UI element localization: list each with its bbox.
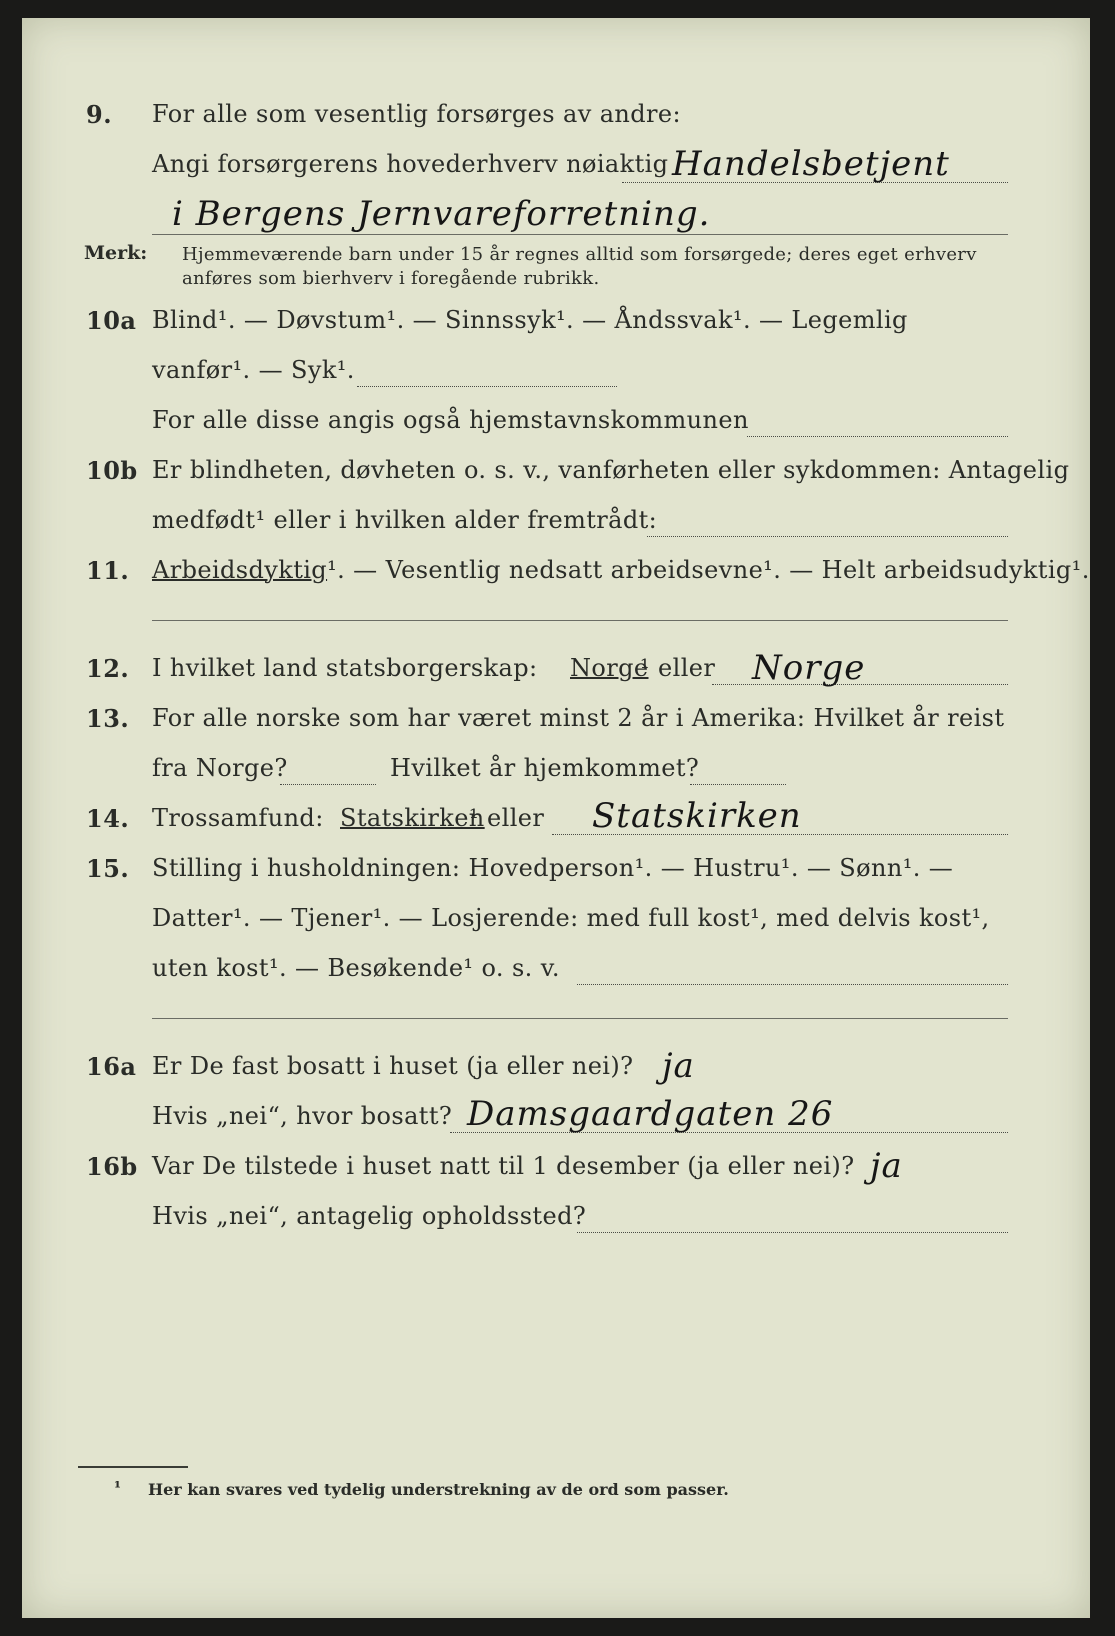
q15-row-4 bbox=[22, 994, 1090, 1034]
q12-text: I hvilket land statsborgerskap: bbox=[152, 654, 538, 682]
q14-text: Trossamfund: bbox=[152, 804, 324, 832]
q10b-text: Er blindheten, døvheten o. s. v., vanførheten eller sykdommen: Antagelig bbox=[152, 456, 1070, 484]
q10b-line-2: medfødt¹ eller i hvilken alder fremtrådt: bbox=[152, 506, 658, 534]
merk-line-1: Hjemmeværende barn under 15 år regnes alltid som forsørgede; deres eget erhverv bbox=[182, 244, 977, 265]
q13-row-2 bbox=[22, 754, 1090, 794]
q13-row bbox=[22, 704, 1090, 744]
q10a-line-3: For alle disse angis også hjemstavnskommunen bbox=[152, 406, 749, 434]
footnote-mark: ¹ bbox=[114, 1478, 122, 1497]
q11-text bbox=[152, 556, 1090, 584]
q9-answer-2[interactable]: i Bergens Jernvareforretning. bbox=[172, 194, 711, 234]
merk-label: Merk: bbox=[84, 242, 148, 264]
q16b-row bbox=[22, 1146, 1090, 1192]
q13-text: For alle norske som har været minst 2 år i Amerika: Hvilket år reist bbox=[152, 704, 1005, 732]
q15-row-2 bbox=[22, 904, 1090, 944]
q16a-answer-1[interactable]: ja bbox=[662, 1046, 695, 1086]
footnote-text: Her kan svares ved tydelig understrekning av de ord som passer. bbox=[148, 1480, 729, 1499]
q10a-row-2 bbox=[22, 356, 1090, 396]
q15-answer-line[interactable] bbox=[577, 984, 1008, 985]
footnote-separator bbox=[78, 1466, 188, 1468]
q10a-row bbox=[22, 306, 1090, 346]
q15-line-2: Datter¹. — Tjener¹. — Losjerende: med full kost¹, med delvis kost¹, bbox=[152, 904, 990, 932]
q10a-syk-line[interactable] bbox=[357, 386, 617, 387]
q15-line-3: uten kost¹. — Besøkende¹ o. s. v. bbox=[152, 954, 560, 982]
q12-row bbox=[22, 648, 1090, 694]
q10a-row-3 bbox=[22, 406, 1090, 446]
q11-row-2 bbox=[22, 596, 1090, 636]
q13-return-label: Hvilket år hjemkommet? bbox=[390, 754, 700, 782]
q15-row bbox=[22, 854, 1090, 894]
q12-tail: ¹ eller bbox=[640, 654, 716, 682]
q16b-answer-line[interactable] bbox=[577, 1232, 1008, 1233]
q13-departure-line[interactable] bbox=[280, 784, 376, 785]
q16b-text: Var De tilstede i huset natt til 1 desember (ja eller nei)? bbox=[152, 1152, 855, 1180]
q14-tail: ¹ eller bbox=[469, 804, 545, 832]
q9-row bbox=[22, 100, 1090, 140]
q16a-answer-2[interactable]: Damsgaardgaten 26 bbox=[467, 1094, 834, 1134]
q10b-row-2 bbox=[22, 506, 1090, 546]
q16a-number: 16a bbox=[86, 1052, 137, 1081]
q11-rest: ¹. — Vesentlig nedsatt arbeidsevne¹. — Helt arbeidsudyktig¹. bbox=[327, 556, 1090, 584]
q10a-line-2: vanfør¹. — Syk¹. bbox=[152, 356, 355, 384]
q9-text: For alle som vesentlig forsørges av andre: bbox=[152, 100, 682, 128]
q16b-answer-1[interactable]: ja bbox=[870, 1146, 903, 1186]
q10a-number: 10a bbox=[86, 306, 137, 335]
q13-return-line[interactable] bbox=[690, 784, 786, 785]
q10b-number: 10b bbox=[86, 456, 138, 485]
q11-option-arbeidsdyktig[interactable]: Arbeidsdyktig bbox=[152, 556, 328, 584]
q9-row-2 bbox=[22, 144, 1090, 190]
q9-provider-label: Angi forsørgerens hovederhverv nøiaktig bbox=[152, 150, 669, 178]
q12-answer[interactable]: Norge bbox=[752, 648, 866, 688]
q14-answer[interactable]: Statskirken bbox=[592, 796, 802, 836]
q16a-row-2 bbox=[22, 1094, 1090, 1142]
q10b-row bbox=[22, 456, 1090, 496]
q9-answer-1[interactable]: Handelsbetjent bbox=[672, 144, 950, 184]
q9-row-3 bbox=[22, 194, 1090, 238]
merk-line-2: anføres som bierhverv i foregående rubrikk. bbox=[182, 268, 600, 289]
q16a-text: Er De fast bosatt i huset (ja eller nei)? bbox=[152, 1052, 634, 1080]
q9-number: 9. bbox=[86, 100, 113, 129]
q16b-row-2 bbox=[22, 1202, 1090, 1242]
q15-text: Stilling i husholdningen: Hovedperson¹. — Hustru¹. — Sønn¹. — bbox=[152, 854, 954, 882]
q11-number: 11. bbox=[86, 556, 130, 585]
q9-answer-line-2 bbox=[152, 234, 1008, 235]
q11-row bbox=[22, 556, 1090, 596]
q14-option-statskirken[interactable]: Statskirken bbox=[340, 804, 485, 832]
q10b-answer-line[interactable] bbox=[647, 536, 1008, 537]
q11-answer-line bbox=[152, 620, 1008, 621]
form-page bbox=[22, 18, 1090, 1618]
q16b-line-2: Hvis „nei“, antagelig opholdssted? bbox=[152, 1202, 587, 1230]
q16a-line-2: Hvis „nei“, hvor bosatt? bbox=[152, 1102, 453, 1130]
q13-departure-label: fra Norge? bbox=[152, 754, 288, 782]
q13-number: 13. bbox=[86, 704, 130, 733]
q15-answer-line-2 bbox=[152, 1018, 1008, 1019]
q14-number: 14. bbox=[86, 804, 130, 833]
q16a-row bbox=[22, 1046, 1090, 1092]
q10a-home-municipality-line[interactable] bbox=[747, 436, 1008, 437]
merk-block bbox=[22, 242, 1090, 289]
q12-number: 12. bbox=[86, 654, 130, 683]
q10a-text: Blind¹. — Døvstum¹. — Sinnssyk¹. — Åndssvak¹. — Legemlig bbox=[152, 306, 908, 334]
q14-row bbox=[22, 796, 1090, 844]
q12-option-norge[interactable]: Norge bbox=[570, 654, 649, 682]
q16b-number: 16b bbox=[86, 1152, 138, 1181]
q15-number: 15. bbox=[86, 854, 130, 883]
q15-row-3 bbox=[22, 954, 1090, 994]
